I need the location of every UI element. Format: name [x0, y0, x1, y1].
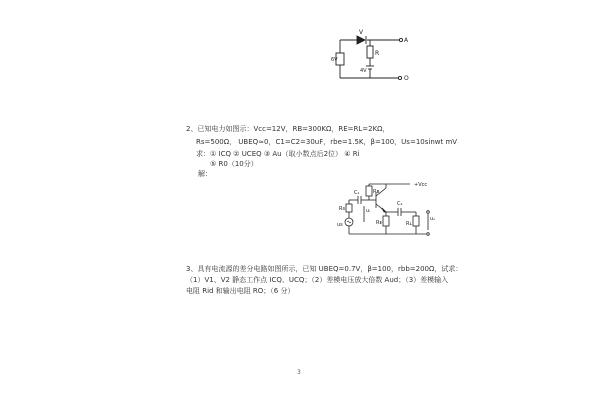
problem2-line2: Rs=500Ω， UBEQ≈0，C1=C2=30uF，rbe=1.5K，β=100，Us=10sinwt mV	[196, 138, 458, 146]
re-label: Rᴇ	[376, 220, 382, 226]
node-o-label: O	[404, 75, 409, 82]
problem2-answer: 解：	[198, 170, 212, 178]
problem2-line3: 求：① ICQ ② UCEQ ③ Au（取小数点后2位） ④ Ri	[196, 150, 360, 158]
node-a-label: A	[404, 37, 409, 44]
us-label: us	[337, 222, 343, 228]
rs-label: Rs	[339, 206, 346, 212]
ui-label: uᵢ	[366, 208, 371, 214]
circuit-diagram-2	[336, 178, 440, 240]
rl-label: Rʟ	[406, 221, 413, 227]
rb-label: Rʙ	[373, 189, 380, 195]
c1-label: C₁	[354, 190, 360, 196]
rs-resistor	[346, 204, 352, 212]
problem3-line1: 3、具有电流源的差分电路如图所示，已知 UBEQ=0.7V，β=100，rbb=200Ω，试求：	[186, 265, 463, 273]
problem3-line3: 电阻 Rid 和输出电阻 RO；（6 分）	[186, 287, 295, 295]
diode-label: V	[359, 29, 364, 36]
problem3-line2: （1）V1、V2 静态工作点 ICQ、UCQ；（2）差模电压放大倍数 Aud；（3）差模输入	[186, 276, 449, 284]
c2-label: C₂	[397, 201, 403, 207]
battery-label: 6V	[331, 57, 338, 63]
resistor-symbol	[367, 46, 373, 58]
re-resistor	[383, 216, 389, 226]
problem2-line4: ⑤ R0（10分）	[210, 160, 258, 168]
vcc-label: +Vcc	[414, 182, 428, 188]
rl-resistor	[413, 216, 419, 226]
diode-symbol	[357, 36, 365, 44]
problem2-line1: 2、已知电力如图示：Vcc=12V，RB=300KΩ，RE=RL=2KΩ，	[186, 125, 390, 133]
rb-resistor	[366, 186, 372, 196]
uo-label: uₒ	[430, 216, 436, 222]
circuit-diagram-1	[330, 28, 420, 83]
bias-label: 4V	[360, 68, 367, 74]
node-o-terminal	[398, 76, 401, 79]
page-number: 3	[297, 369, 301, 376]
resistor-label: R	[375, 50, 380, 57]
